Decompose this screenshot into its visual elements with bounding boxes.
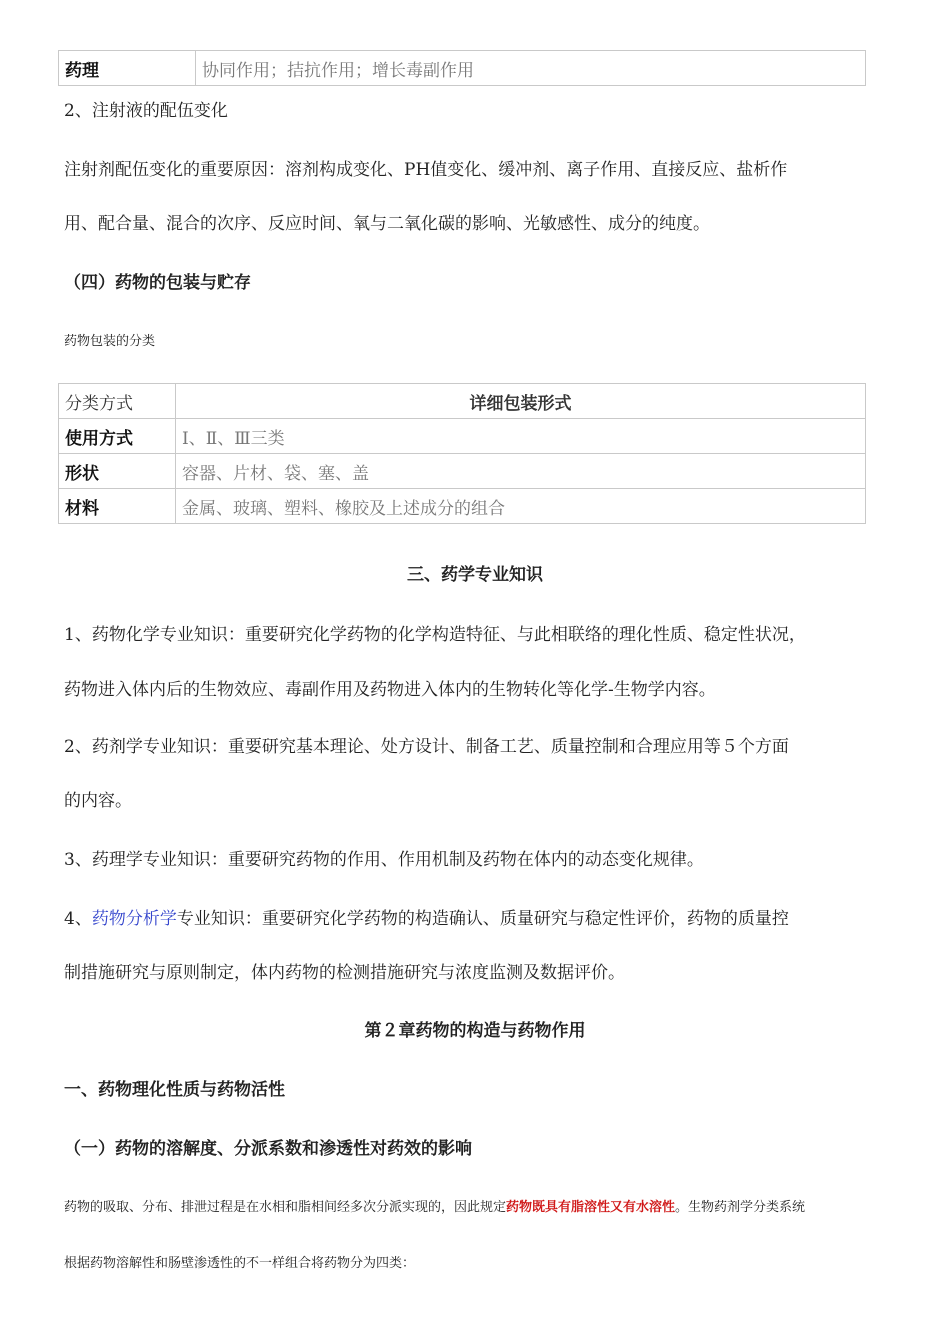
row-value: 协同作用；拮抗作用；增长毒副作用 [196, 51, 866, 86]
section-heading: 一、药物理化性质与药物活性 [64, 1080, 285, 1100]
emphasis-text: 药物既具有脂溶性又有水溶性 [506, 1200, 676, 1215]
table-row [59, 454, 866, 489]
paragraph-line: 制措施研究与原则制定，体内药物的检测措施研究与浓度监测及数据评价。 [64, 963, 625, 983]
table-header-row [59, 384, 866, 419]
injection-heading: 2、注射液的配伍变化 [64, 101, 228, 121]
injection-paragraph-line2: 用、配合量、混合的次序、反应时间、氧与二氧化碳的影响、光敏感性、成分的纯度。 [64, 214, 710, 234]
paragraph-line: 药物进入体内后的生物效应、毒副作用及药物进入体内的生物转化等化学-生物学内容。 [64, 680, 716, 700]
drug-analysis-link[interactable]: 药物分析学 [91, 909, 177, 929]
row-label: 材料 [59, 489, 176, 524]
column-header: 详细包装形式 [176, 384, 866, 419]
chapter-title: 第２章药物的构造与药物作用 [364, 1021, 586, 1041]
column-header: 分类方式 [59, 384, 176, 419]
paragraph-line [64, 1199, 805, 1217]
paragraph-line: 3、药理学专业知识：重要研究药物的作用、作用机制及药物在体内的动态变化规律。 [64, 850, 704, 870]
paragraph-line: 的内容。 [64, 791, 132, 811]
table-row [59, 51, 866, 86]
row-value: 金属、玻璃、塑料、橡胶及上述成分的组合 [176, 489, 866, 524]
row-label: 药理 [59, 51, 196, 86]
paragraph-line: 2、药剂学专业知识：重要研究基本理论、处方设计、制备工艺、质量控制和合理应用等５个方面 [64, 737, 789, 757]
row-label: 使用方式 [59, 419, 176, 454]
table-row [59, 489, 866, 524]
paragraph-line: 1、药物化学专业知识：重要研究化学药物的化学构造特征、与此相联络的理化性质、稳定性状况， [64, 625, 806, 645]
paragraph-prefix: 4、 [64, 909, 92, 929]
table-row [59, 419, 866, 454]
packaging-heading: （四）药物的包装与贮存 [64, 273, 251, 293]
section-title: 三、药学专业知识 [407, 565, 543, 585]
paragraph-line [64, 908, 789, 930]
row-label: 形状 [59, 454, 176, 489]
paragraph-text: 专业知识：重要研究化学药物的构造确认、质量研究与稳定性评价，药物的质量控 [176, 909, 789, 929]
row-value: 容器、片材、袋、塞、盖 [176, 454, 866, 489]
paragraph-line: 根据药物溶解性和肠壁渗透性的不一样组合将药物分为四类： [64, 1256, 416, 1271]
subsection-heading: （一）药物的溶解度、分派系数和渗透性对药效的影响 [64, 1139, 472, 1159]
pharmacology-table [58, 50, 866, 86]
paragraph-text: 。生物药剂学分类系统 [675, 1200, 806, 1215]
paragraph-text: 药物的吸取、分布、排泄过程是在水相和脂相间经多次分派实现的，因此规定 [64, 1200, 507, 1215]
packaging-caption: 药物包装的分类 [64, 334, 156, 349]
packaging-table [58, 383, 866, 524]
row-value: Ⅰ、Ⅱ、Ⅲ三类 [176, 419, 866, 454]
injection-paragraph-line1: 注射剂配伍变化的重要原因：溶剂构成变化、PH值变化、缓冲剂、离子作用、直接反应、盐析作 [64, 160, 788, 180]
